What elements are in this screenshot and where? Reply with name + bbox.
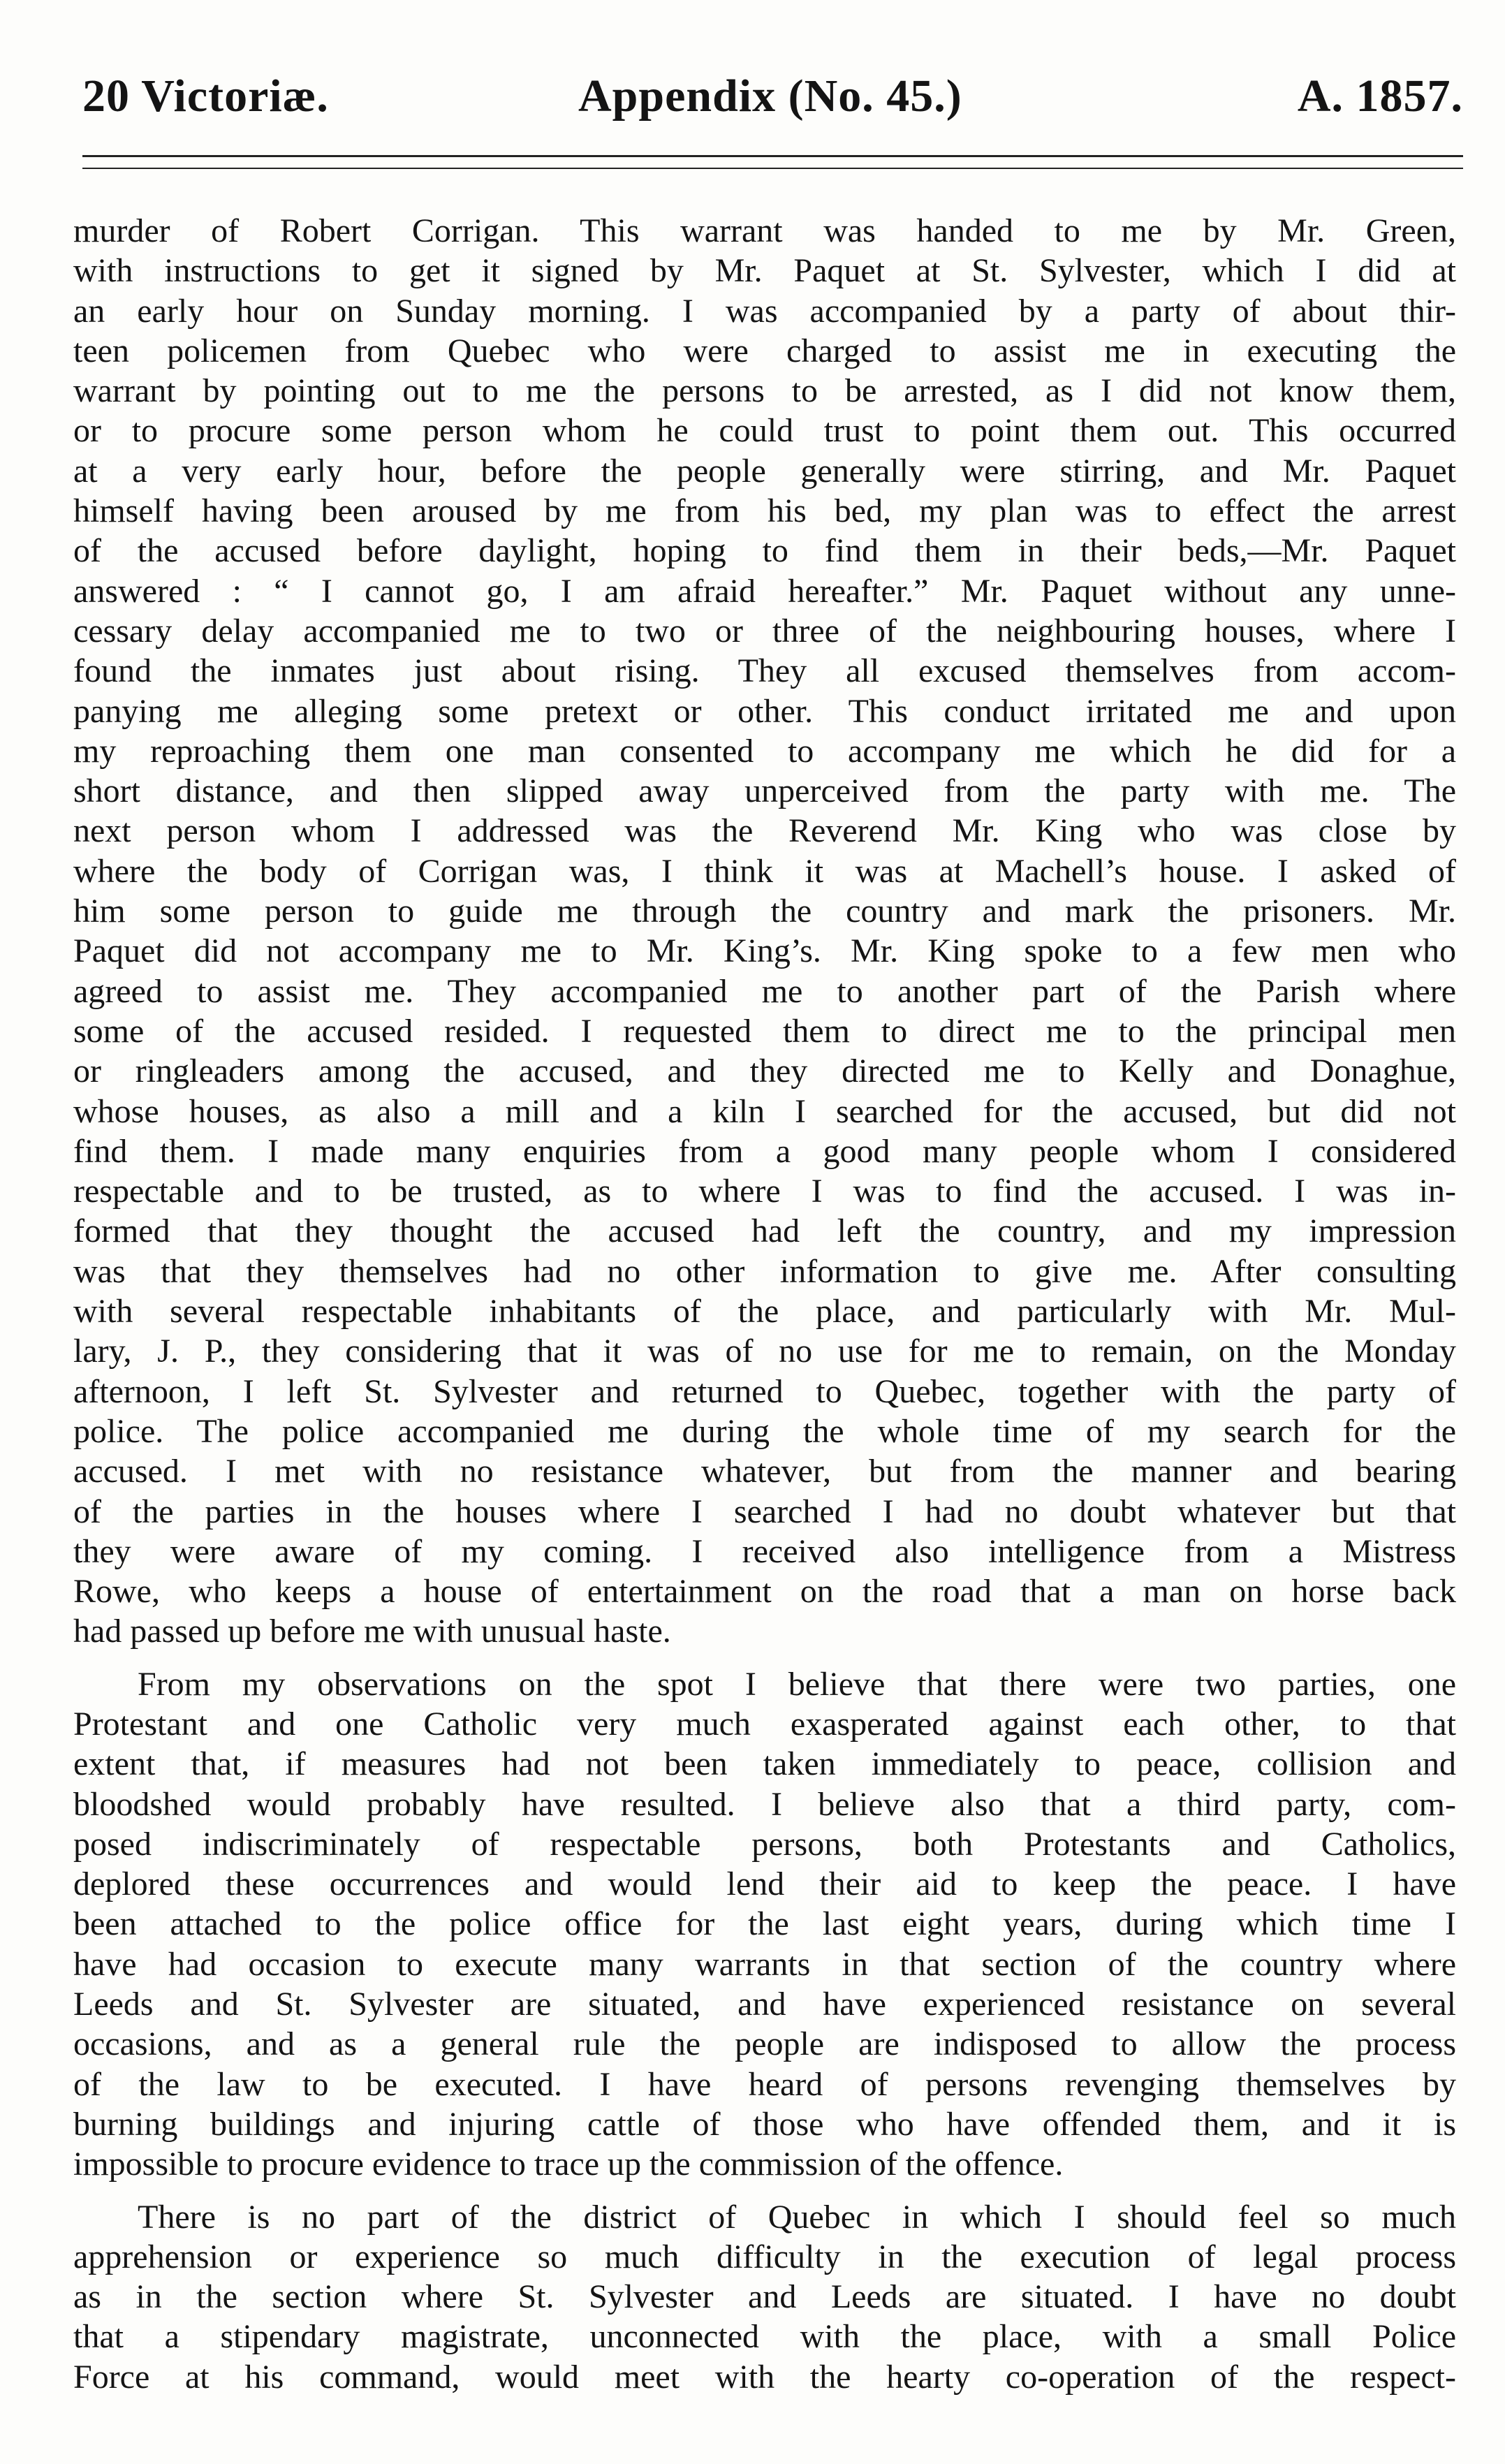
text-line: Rowe, who keeps a house of entertainment on the road that a man on horse back bbox=[73, 1573, 1456, 1611]
text-line: himself having been aroused by me from his bed, my plan was to effect the arrest bbox=[73, 492, 1456, 530]
text-line: accused. I met with no resistance whatever, but from the manner and bearing bbox=[73, 1453, 1456, 1490]
text-line: teen policemen from Quebec who were charged to assist me in executing the bbox=[73, 332, 1456, 369]
text-line: bloodshed would probably have resulted. I believe also that a third party, com- bbox=[73, 1785, 1456, 1823]
text-line: have had occasion to execute many warrants in that section of the country where bbox=[73, 1945, 1456, 1983]
text-line: murder of Robert Corrigan. This warrant was handed to me by Mr. Green, bbox=[73, 212, 1456, 249]
text-line: my reproaching them one man consented to accompany me which he did for a bbox=[73, 732, 1456, 770]
text-line: apprehension or experience so much difficulty in the execution of legal process bbox=[73, 2238, 1456, 2275]
text-line: found the inmates just about rising. They all excused themselves from accom- bbox=[73, 652, 1456, 690]
text-line: or to procure some person whom he could trust to point them out. This occurred bbox=[73, 412, 1456, 450]
text-line: or ringleaders among the accused, and they directed me to Kelly and Donaghue, bbox=[73, 1053, 1456, 1090]
text-line: as in the section where St. Sylvester and Leeds are situated. I have no doubt bbox=[73, 2278, 1456, 2316]
text-line: agreed to assist me. They accompanied me to another part of the Parish where bbox=[73, 972, 1456, 1010]
text-line: There is no part of the district of Quebec in which I should feel so much bbox=[138, 2198, 1456, 2236]
text-line: Protestant and one Catholic very much exasperated against each other, to that bbox=[73, 1705, 1456, 1743]
body-text bbox=[73, 211, 1456, 2397]
text-line: that a stipendary magistrate, unconnected with the place, with a small Police bbox=[73, 2318, 1456, 2356]
appendix-label: Appendix (No. 45.) bbox=[578, 71, 962, 122]
text-line: lary, J. P., they considering that it was of no use for me to remain, on the Monday bbox=[73, 1333, 1456, 1370]
text-line: of the accused before daylight, hoping to find them in their beds,—Mr. Paquet bbox=[73, 532, 1456, 570]
text-line: been attached to the police office for the last eight years, during which time I bbox=[73, 1905, 1456, 1943]
text-line: an early hour on Sunday morning. I was accompanied by a party of about thir- bbox=[73, 292, 1456, 330]
text-line: had passed up before me with unusual haste. bbox=[73, 1613, 671, 1650]
session-label: 20 Victoriæ. bbox=[82, 71, 329, 122]
text-line: burning buildings and injuring cattle of those who have offended them, and it is bbox=[73, 2105, 1456, 2143]
text-line: impossible to procure evidence to trace up the commission of the offence. bbox=[73, 2146, 1064, 2183]
text-line: afternoon, I left St. Sylvester and returned to Quebec, together with the party of bbox=[73, 1372, 1456, 1410]
text-line: whose houses, as also a mill and a kiln I searched for the accused, but did not bbox=[73, 1092, 1456, 1130]
year-label: A. 1857. bbox=[1297, 71, 1463, 122]
text-line: police. The police accompanied me during the whole time of my search for the bbox=[73, 1412, 1456, 1450]
text-line: From my observations on the spot I believe that there were two parties, one bbox=[138, 1665, 1456, 1703]
text-line: find them. I made many enquiries from a good many people whom I considered bbox=[73, 1132, 1456, 1170]
text-line: next person whom I addressed was the Reverend Mr. King who was close by bbox=[73, 812, 1456, 850]
text-line: short distance, and then slipped away unperceived from the party with me. The bbox=[73, 772, 1456, 810]
page-header bbox=[82, 70, 1463, 133]
text-line: Paquet did not accompany me to Mr. King’s. Mr. King spoke to a few men who bbox=[73, 932, 1456, 970]
text-line: respectable and to be trusted, as to where I was to find the accused. I was in- bbox=[73, 1173, 1456, 1210]
text-line: of the parties in the houses where I searched I had no doubt whatever but that bbox=[73, 1493, 1456, 1530]
text-line: formed that they thought the accused had left the country, and my impression bbox=[73, 1212, 1456, 1250]
text-line: him some person to guide me through the country and mark the prisoners. Mr. bbox=[73, 893, 1456, 930]
text-line: Force at his command, would meet with the hearty co-operation of the respect- bbox=[73, 2358, 1456, 2396]
text-line: panying me alleging some pretext or other. This conduct irritated me and upon bbox=[73, 692, 1456, 730]
text-line: where the body of Corrigan was, I think it was at Machell’s house. I asked of bbox=[73, 852, 1456, 890]
text-line: posed indiscriminately of respectable persons, both Protestants and Catholics, bbox=[73, 1825, 1456, 1863]
text-line: was that they themselves had no other information to give me. After consulting bbox=[73, 1252, 1456, 1290]
text-line: of the law to be executed. I have heard of persons revenging themselves by bbox=[73, 2065, 1456, 2103]
text-line: with instructions to get it signed by Mr. Paquet at St. Sylvester, which I did at bbox=[73, 252, 1456, 290]
text-line: with several respectable inhabitants of the place, and particularly with Mr. Mul- bbox=[73, 1293, 1456, 1330]
text-line: at a very early hour, before the people generally were stirring, and Mr. Paquet bbox=[73, 452, 1456, 490]
text-line: Leeds and St. Sylvester are situated, and have experienced resistance on several bbox=[73, 1986, 1456, 2023]
text-line: answered : “ I cannot go, I am afraid hereafter.” Mr. Paquet without any unne- bbox=[73, 572, 1456, 610]
header-rule-bottom bbox=[82, 168, 1463, 169]
text-line: occasions, and as a general rule the people are indisposed to allow the process bbox=[73, 2025, 1456, 2063]
text-line: extent that, if measures had not been taken immediately to peace, collision and bbox=[73, 1745, 1456, 1783]
text-line: deplored these occurrences and would lend their aid to keep the peace. I have bbox=[73, 1865, 1456, 1903]
text-line: they were aware of my coming. I received also intelligence from a Mistress bbox=[73, 1532, 1456, 1570]
text-line: some of the accused resided. I requested them to direct me to the principal men bbox=[73, 1012, 1456, 1050]
header-rule-top bbox=[82, 155, 1463, 157]
text-line: cessary delay accompanied me to two or three of the neighbouring houses, where I bbox=[73, 612, 1456, 650]
text-line: warrant by pointing out to me the persons to be arrested, as I did not know them, bbox=[73, 372, 1456, 410]
